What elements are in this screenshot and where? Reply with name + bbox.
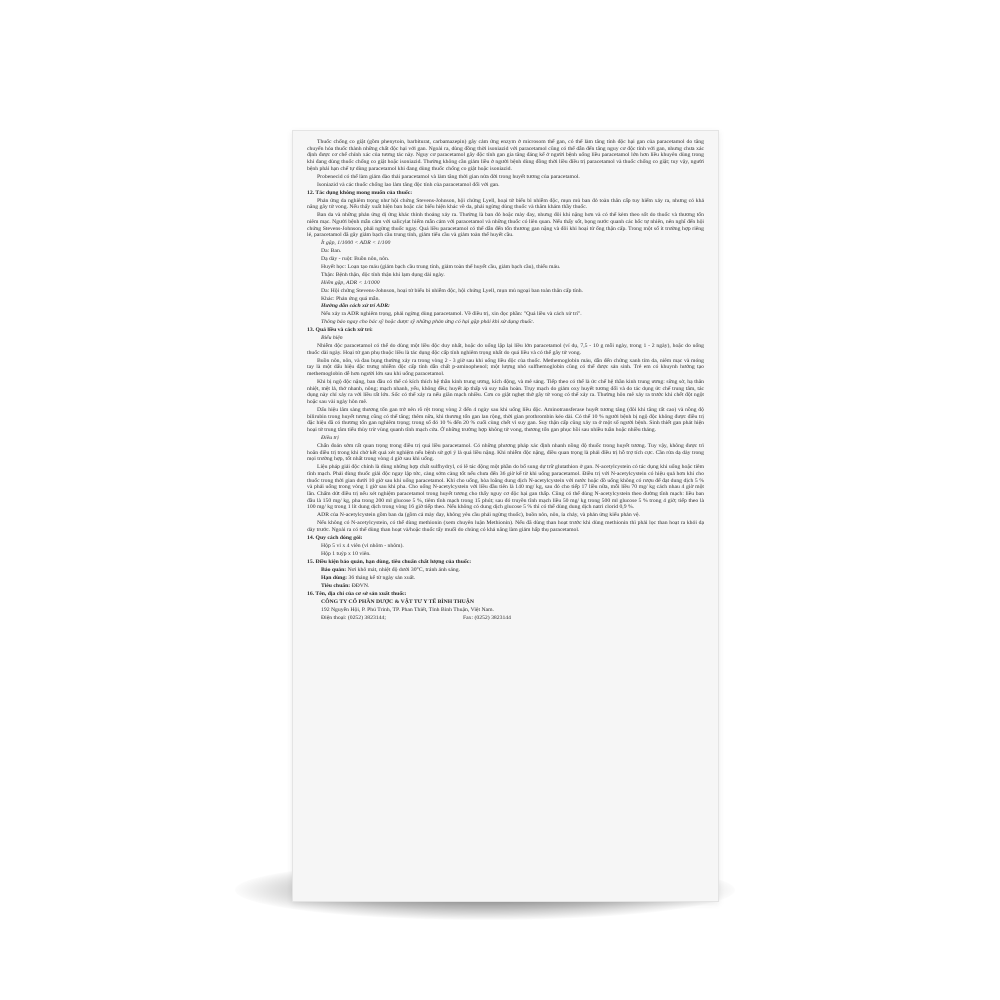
treatment-label: Điều trị	[321, 435, 339, 442]
adr-guide-text: Nếu xảy ra ADR nghiêm trọng, phải ngừng dùng paracetamol. Về điều trị, xin đọc phần: "Quá liều và cách xử trí".	[321, 311, 582, 318]
section-12-title: 12. Tác dụng không mong muốn của thuốc:	[307, 189, 413, 196]
leaflet-page	[292, 130, 719, 902]
phone-number: Điện thoại: (0252) 3823144;	[321, 614, 386, 621]
shelf-life-label: Hạn dùng:	[321, 574, 348, 581]
treatment-paragraph: ADR của N-acetylcystein gồm ban da (gồm cả mày đay, không yêu cầu phải ngừng thuốc), buồn nôn, nôn, ỉa chảy, và phản ứng kiểu phản vệ.	[317, 512, 640, 519]
standard-line	[307, 583, 704, 590]
section-13-title: 13. Quá liều và cách xử trí:	[307, 327, 373, 334]
frequency-label: Ít gặp, 1/1000 < ADR < 1/100	[321, 240, 391, 247]
symptoms-paragraph: Dấu hiệu lâm sàng thương tổn gan trở nên rõ rệt trong vòng 2 đến 4 ngày sau khi uống liều độc. Aminotransferase huyết tương tăng (đôi khi tăng rất cao) và nồng độ bilirubin trong huyết tương cũng có thể tăng; thêm nữa, khi thương tổn gan lan rộng, thời gian prothrombin kéo dài. Có thể 10 % người bệnh bị ngộ độc không được điều trị đặc hiệu đã có thương tổn gan nghiêm trọng; trong số đó 10 % đến 20 % cuối cùng chết vì suy gan. Suy thận cấp cũng xảy ra ở một số người bệnh. Sinh thiết gan phát hiện hoại tử trung tâm tiểu thùy trừ vùng quanh tĩnh mạch cửa. Ở những trường hợp không tử vong, thương tổn gan phục hồi sau nhiều tuần hoặc nhiều tháng.	[307, 407, 704, 434]
storage-label: Bảo quản:	[321, 567, 347, 574]
symptoms-paragraph: Nhiễm độc paracetamol có thể do dùng một liều độc duy nhất, hoặc do uống lặp lại liều lớn paracetamol (ví dụ, 7,5 - 10 g mỗi ngày, trong 1 - 2 ngày), hoặc do uống thuốc dài ngày. Hoại tử gan phụ thuộc liều là tác dụng độc cấp tính nghiêm trọng nhất do quá liều và có thể gây tử vong.	[307, 343, 704, 356]
section-15-title: 15. Điều kiện bảo quản, hạn dùng, tiêu chuẩn chất lượng của thuốc:	[307, 559, 472, 566]
treatment-paragraph: Nếu không có N-acetylcystein, có thể dùng methionin (xem chuyên luận Methionin). Nếu đã dùng than hoạt trước khi dùng methionin thì phải lọc than hoạt ra khỏi dạ dày trước. Ngoài ra có thể dùng than hoạt và/hoặc thuốc tẩy muối do chúng có khả năng làm giảm hấp thụ paracetamol.	[307, 520, 704, 533]
interactions-paragraph: Thuốc chống co giật (gồm phenytoin, barbiturat, carbamazepin) gây cảm ứng enzym ở microsom thể gan, có thể làm tăng tính độc hại gan của paracetamol do tăng chuyển hóa thuốc thành những chất độc hại với gan. Ngoài ra, dùng đồng thời isoniazid với paracetamol cũng có thể dẫn đến tăng nguy cơ độc tính với gan, nhưng chưa xác định được cơ chế chính xác của tương tác này. Nguy cơ paracetamol gây độc tính gan gia tăng đáng kể ở người bệnh uống liều paracetamol lớn hơn liều khuyên dùng trong khi đang dùng thuốc chống co giật hoặc isoniazid. Thường không cần giảm liều ở người bệnh dùng đồng thời liều điều trị paracetamol và thuốc chống co giật; tuy vậy, người bệnh phải hạn chế tự dùng paracetamol khi đang dùng thuốc chống co giật hoặc isoniazid.	[307, 139, 704, 172]
adr-notice: Thông báo ngay cho bác sỹ hoặc dược sỹ những phản ứng có hại gặp phải khi sử dụng thuốc.	[321, 319, 535, 326]
section-14-title: 14. Quy cách đóng gói:	[307, 535, 363, 542]
shelf-life-line	[307, 575, 704, 582]
leaflet-content	[307, 139, 704, 621]
adr-item: Dạ dày - ruột: Buồn nôn, nôn.	[321, 256, 390, 263]
company-address: 192 Nguyễn Hội, P. Phú Trinh, TP. Phan Thiết, Tỉnh Bình Thuận, Việt Nam.	[321, 606, 494, 613]
adr-item: Da: Hội chứng Stevens-Johnson, hoại tử biểu bì nhiễm độc, hội chứng Lyell, mụn mủ ngoại ban toàn thân cấp tính.	[321, 287, 583, 294]
standard-label: Tiêu chuẩn:	[321, 582, 351, 589]
storage-value: Nơi khô mát, nhiệt độ dưới 30°C, tránh ánh sáng.	[347, 567, 461, 574]
fax-number: Fax: (0252) 3823144	[462, 614, 511, 621]
interactions-paragraph: Isoniazid và các thuốc chống lao làm tăng độc tính của paracetamol đối với gan.	[317, 181, 500, 188]
treatment-paragraph: Chẩn đoán sớm rất quan trọng trong điều trị quá liều paracetamol. Có những phương pháp xác định nhanh nồng độ thuốc trong huyết tương. Tuy vậy, không được trì hoãn điều trị trong khi chờ kết quả xét nghiệm nếu bệnh sử gợi ý là quá liều nặng. Khi nhiễm độc nặng, điều quan trọng là phải điều trị hỗ trợ tích cực. Cần rửa dạ dày trong mọi trường hợp, tốt nhất trong vòng 4 giờ sau khi uống.	[307, 442, 704, 463]
adr-item: Thận: Bệnh thận, độc tính thận khi lạm dụng dài ngày.	[321, 271, 445, 278]
section-12-paragraph: Phản ứng da nghiêm trọng như hội chứng Stevens-Johnson, hội chứng Lyell, hoại tử biểu bì nhiễm độc, mụn mủ ban đỏ toàn thân cấp tuy hiếm xảy ra, nhưng có khả năng gây tử vong. Nếu thấy xuất hiện ban hoặc các biểu hiện khác về da, phải ngừng dùng thuốc và thăm khám thầy thuốc.	[307, 197, 704, 211]
symptoms-paragraph: Buồn nôn, nôn, và đau bụng thường xảy ra trong vòng 2 - 3 giờ sau khi uống liều độc của thuốc. Methemoglobin máu, dẫn đến chứng xanh tím da, niêm mạc và móng tay là một dấu hiệu đặc trưng nhiễm độc cấp tính dẫn chất p-aminophenol; một lượng nhỏ sulfhemoglobin cũng có thể được sản sinh. Trẻ em có khuynh hướng tạo methemoglobin dễ hơn người lớn sau khi uống paracetamol.	[307, 357, 704, 378]
adr-guide-label: Hướng dẫn cách xử trí ADR:	[321, 303, 390, 310]
treatment-paragraph: Liệu pháp giải độc chính là dùng những hợp chất sulfhydryl, có lẽ tác động một phần do bổ sung dự trữ glutathion ở gan. N-acetylcystein có tác dụng khi uống hoặc tiêm tĩnh mạch. Phải dùng thuốc giải độc ngay lập tức, càng sớm càng tốt nếu chưa đến 36 giờ kể từ khi uống paracetamol. Điều trị với N-acetylcystein có hiệu quả hơn khi cho thuốc trong thời gian dưới 10 giờ sau khi uống paracetamol. Khi cho uống, hòa loãng dung dịch N-acetylcystein với nước hoặc đồ uống không có rượu để đạt dung dịch 5 % và phải uống trong vòng 1 giờ sau khi pha. Cho uống N-acetylcystein với liều đầu tiên là 140 mg/ kg, sau đó cho tiếp 17 liều nữa, mỗi liều 70 mg/ kg cách nhau 4 giờ một lần. Chấm dứt điều trị nếu xét nghiệm paracetamol trong huyết tương cho thấy nguy cơ độc hại gan thấp. Cũng có thể dùng N-acetylcystein theo đường tĩnh mạch: liều ban đầu là 150 mg/ kg, pha trong 200 ml glucose 5 %, tiêm tĩnh mạch trong 15 phút; sau đó truyền tĩnh mạch liều 50 mg/ kg trong 500 ml glucose 5 % trong 4 giờ; tiếp theo là 100 mg/ kg trong 1 lít dung dịch trong vòng 16 giờ tiếp theo. Nếu không có dung dịch glucose 5 % thì có thể dùng dung dịch natri clorid 0,9 %.	[307, 464, 704, 511]
storage-line	[307, 567, 704, 574]
contact-row	[307, 615, 511, 622]
standard-value: ĐĐVN.	[351, 582, 370, 589]
adr-item: Huyết học: Loạn tạo máu (giảm bạch cầu trung tính, giảm toàn thể huyết cầu, giảm bạch cầu), thiếu máu.	[321, 263, 561, 270]
packaging-item: Hộp 1 tuýp x 10 viên.	[321, 550, 371, 557]
symptoms-paragraph: Khi bị ngộ độc nặng, ban đầu có thể có kích thích hệ thần kinh trung ương, kích động, và mê sảng. Tiếp theo có thể là ức chế hệ thần kinh trung ương: sững sờ, hạ thân nhiệt, mệt lả, thở nhanh, nông; mạch nhanh, yếu, không đều; huyết áp thấp và suy tuần hoàn. Trụy mạch do giảm oxy huyết tương đối và do tác dụng ức chế trung tâm, tác dụng này chỉ xảy ra với liều rất lớn. Sốc có thể xảy ra nếu giãn mạch nhiều. Cơn co giật nghẹt thở gây tử vong có thể xảy ra. Thường hôn mê xảy ra trước khi chết đột ngột hoặc sau vài ngày hôn mê.	[307, 379, 704, 406]
shelf-life-value: 36 tháng kể từ ngày sản xuất.	[348, 574, 416, 581]
adr-item: Khác: Phản ứng quá mẫn.	[321, 295, 380, 302]
adr-item: Da: Ban.	[321, 248, 342, 255]
section-12-paragraph: Ban da và những phản ứng dị ứng khác thỉnh thoảng xảy ra. Thường là ban đỏ hoặc mày đay, nhưng đôi khi nặng hơn và có thể kèm theo sốt do thuốc và thương tổn niêm mạc. Người bệnh mẫn cảm với salicylat hiếm mẫn cảm với paracetamol và những thuốc có liên quan. Nếu thấy sốt, bọng nước quanh các hốc tự nhiên, nên nghĩ đến hội chứng Stevens-Johnson, phải ngừng thuốc ngay. Quá liều paracetamol có thể dẫn đến tổn thương gan nặng và đôi khi hoại tử ống thận cấp. Trong một số ít trường hợp riêng lẻ, paracetamol đã gây giảm bạch cầu trung tính, giảm tiểu cầu và giảm toàn thể huyết cầu.	[307, 212, 704, 239]
frequency-label: Hiếm gặp, ADR < 1/1000	[321, 279, 380, 286]
symptoms-label: Biểu hiện	[321, 335, 343, 342]
packaging-item: Hộp 5 vỉ x 4 viên (vỉ nhôm - nhôm).	[321, 543, 404, 550]
interactions-paragraph: Probenecid có thể làm giảm đào thải paracetamol và làm tăng thời gian nửa đời trong huyết tương của paracetamol.	[317, 173, 580, 180]
company-name: CÔNG TY CỔ PHẦN DƯỢC & VẬT TƯ Y TẾ BÌNH THUẬN	[321, 598, 474, 605]
section-16-title: 16. Tên, địa chỉ của cơ sở sản xuất thuốc:	[307, 591, 407, 598]
